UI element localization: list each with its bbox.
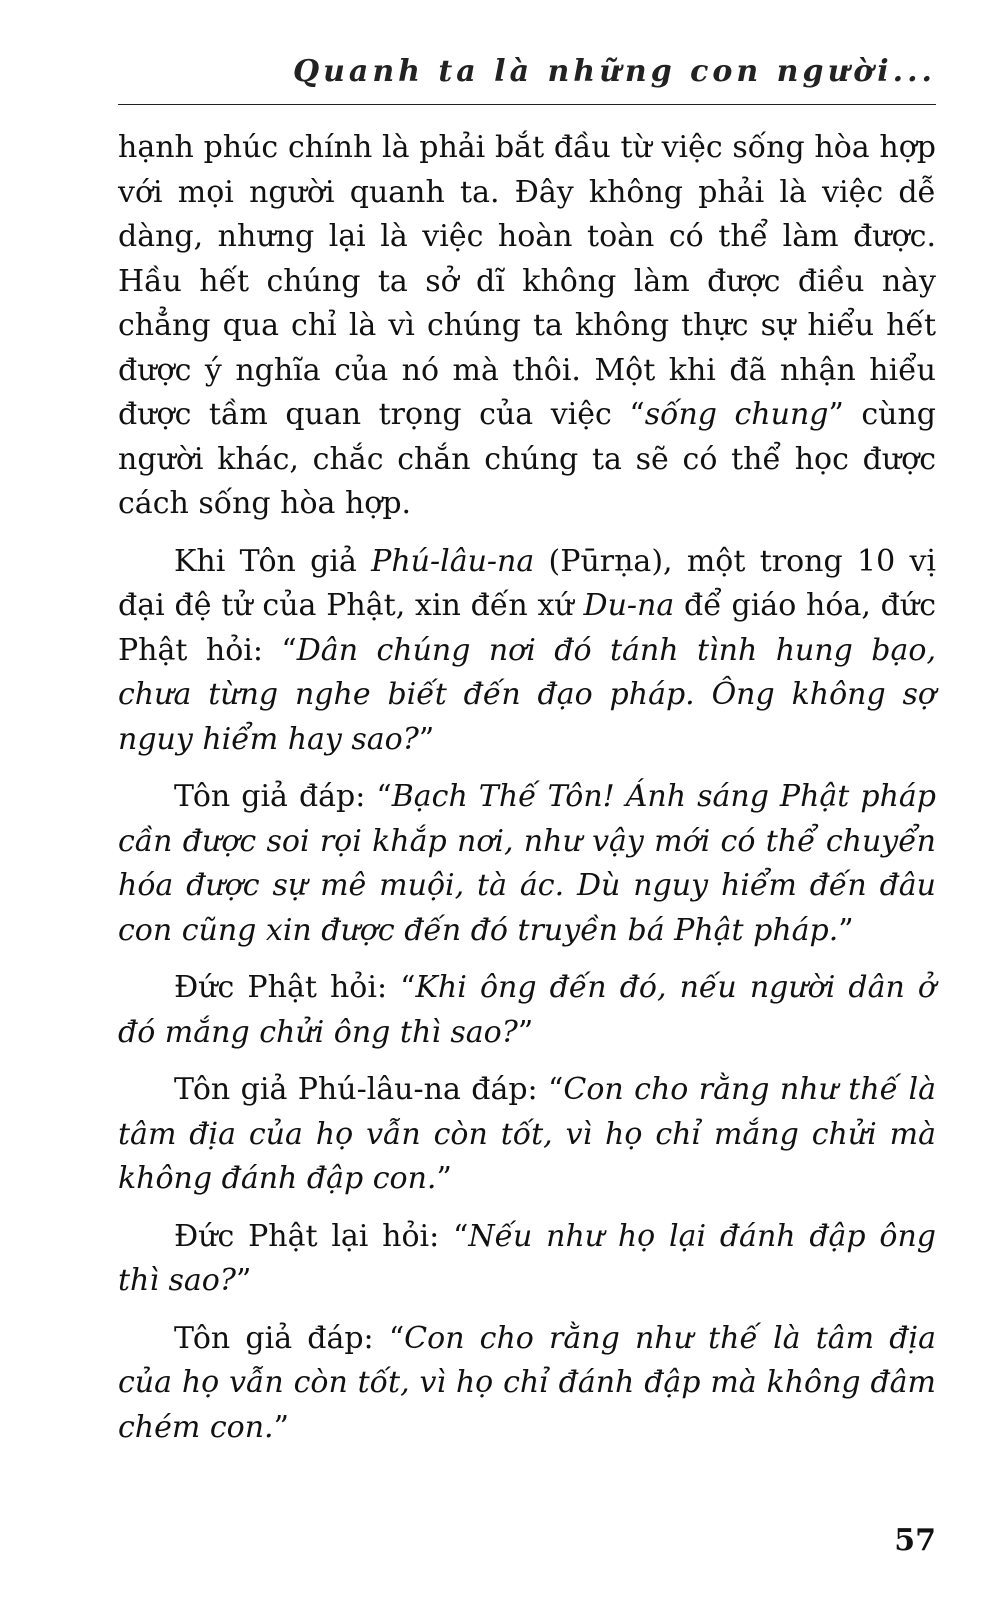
paragraph <box>118 966 936 1055</box>
italic-text-segment: Con cho rằng như thế là tâm địa của họ vẫn còn tốt, vì họ chỉ đánh đập mà không đâm chém con. <box>118 1320 936 1445</box>
running-title: Quanh ta là những con người... <box>292 54 936 89</box>
text-segment: ” cùng người khác, chắc chắn chúng ta sẽ có thể học được cách sống hòa hợp. <box>118 397 937 521</box>
italic-text-segment: Con cho rằng như thế là tâm địa của họ vẫn còn tốt, vì họ chỉ mắng chửi mà không đánh đập con. <box>118 1072 936 1196</box>
text-segment: ” <box>517 1014 534 1050</box>
text-segment: Tôn giả đáp: “ <box>174 1320 405 1356</box>
text-segment: ” <box>273 1409 289 1445</box>
page-header <box>118 48 936 105</box>
text-segment: ” <box>436 1161 452 1196</box>
text-segment: (Pūrṇa), một trong 10 vị đại đệ tử của Phật, xin đến xứ <box>118 543 936 623</box>
italic-text-segment: sống chung <box>644 397 829 432</box>
italic-text-segment: Nếu như họ lại đánh đập ông thì sao? <box>118 1218 936 1298</box>
paragraph <box>118 775 936 953</box>
text-segment: ” <box>838 912 854 948</box>
italic-text-segment: Du-na <box>583 588 675 623</box>
italic-text-segment: Bạch Thế Tôn! Ánh sáng Phật pháp cần được soi rọi khắp nơi, như vậy mới có thể chuyển hóa được sự mê muội, tà ác. Dù nguy hiểm đến đâu con cũng xin được đến đó truyền bá Phật pháp. <box>118 779 936 948</box>
text-segment: để giáo hóa, đức Phật hỏi: “ <box>118 588 936 668</box>
text-segment: Khi Tôn giả <box>174 543 372 579</box>
text-segment: Tôn giả đáp: “ <box>174 779 392 814</box>
text-segment: Đức Phật hỏi: “ <box>174 970 416 1005</box>
italic-text-segment: Phú-lâu-na <box>371 543 535 579</box>
paragraph <box>118 1317 936 1451</box>
text-segment: Đức Phật lại hỏi: “ <box>174 1218 469 1254</box>
text-segment: ” <box>235 1263 252 1298</box>
paragraph <box>118 1068 936 1202</box>
body-text <box>118 126 936 1463</box>
paragraph <box>118 126 936 527</box>
italic-text-segment: Khi ông đến đó, nếu người dân ở đó mắng chửi ông thì sao? <box>118 970 936 1050</box>
text-segment: hạnh phúc chính là phải bắt đầu từ việc sống hòa hợp với mọi người quanh ta. Đây không phải là việc dễ dàng, nhưng lại là việc hoàn toàn có thể làm được. Hầu hết chúng ta sở dĩ không làm được điều này chẳng qua chỉ là vì chúng ta không thực sự hiểu hết được ý nghĩa của nó mà thôi. Một khi đã nhận hiểu được tầm quan trọng của việc “ <box>118 130 936 432</box>
paragraph <box>118 1215 936 1304</box>
page-number: 57 <box>894 1523 936 1558</box>
text-segment: Tôn giả Phú-lâu-na đáp: “ <box>174 1072 564 1107</box>
paragraph <box>118 540 936 763</box>
italic-text-segment: Dân chúng nơi đó tánh tình hung bạo, chưa từng nghe biết đến đạo pháp. Ông không sợ nguy hiểm hay sao? <box>118 632 936 757</box>
text-segment: ” <box>418 721 435 757</box>
